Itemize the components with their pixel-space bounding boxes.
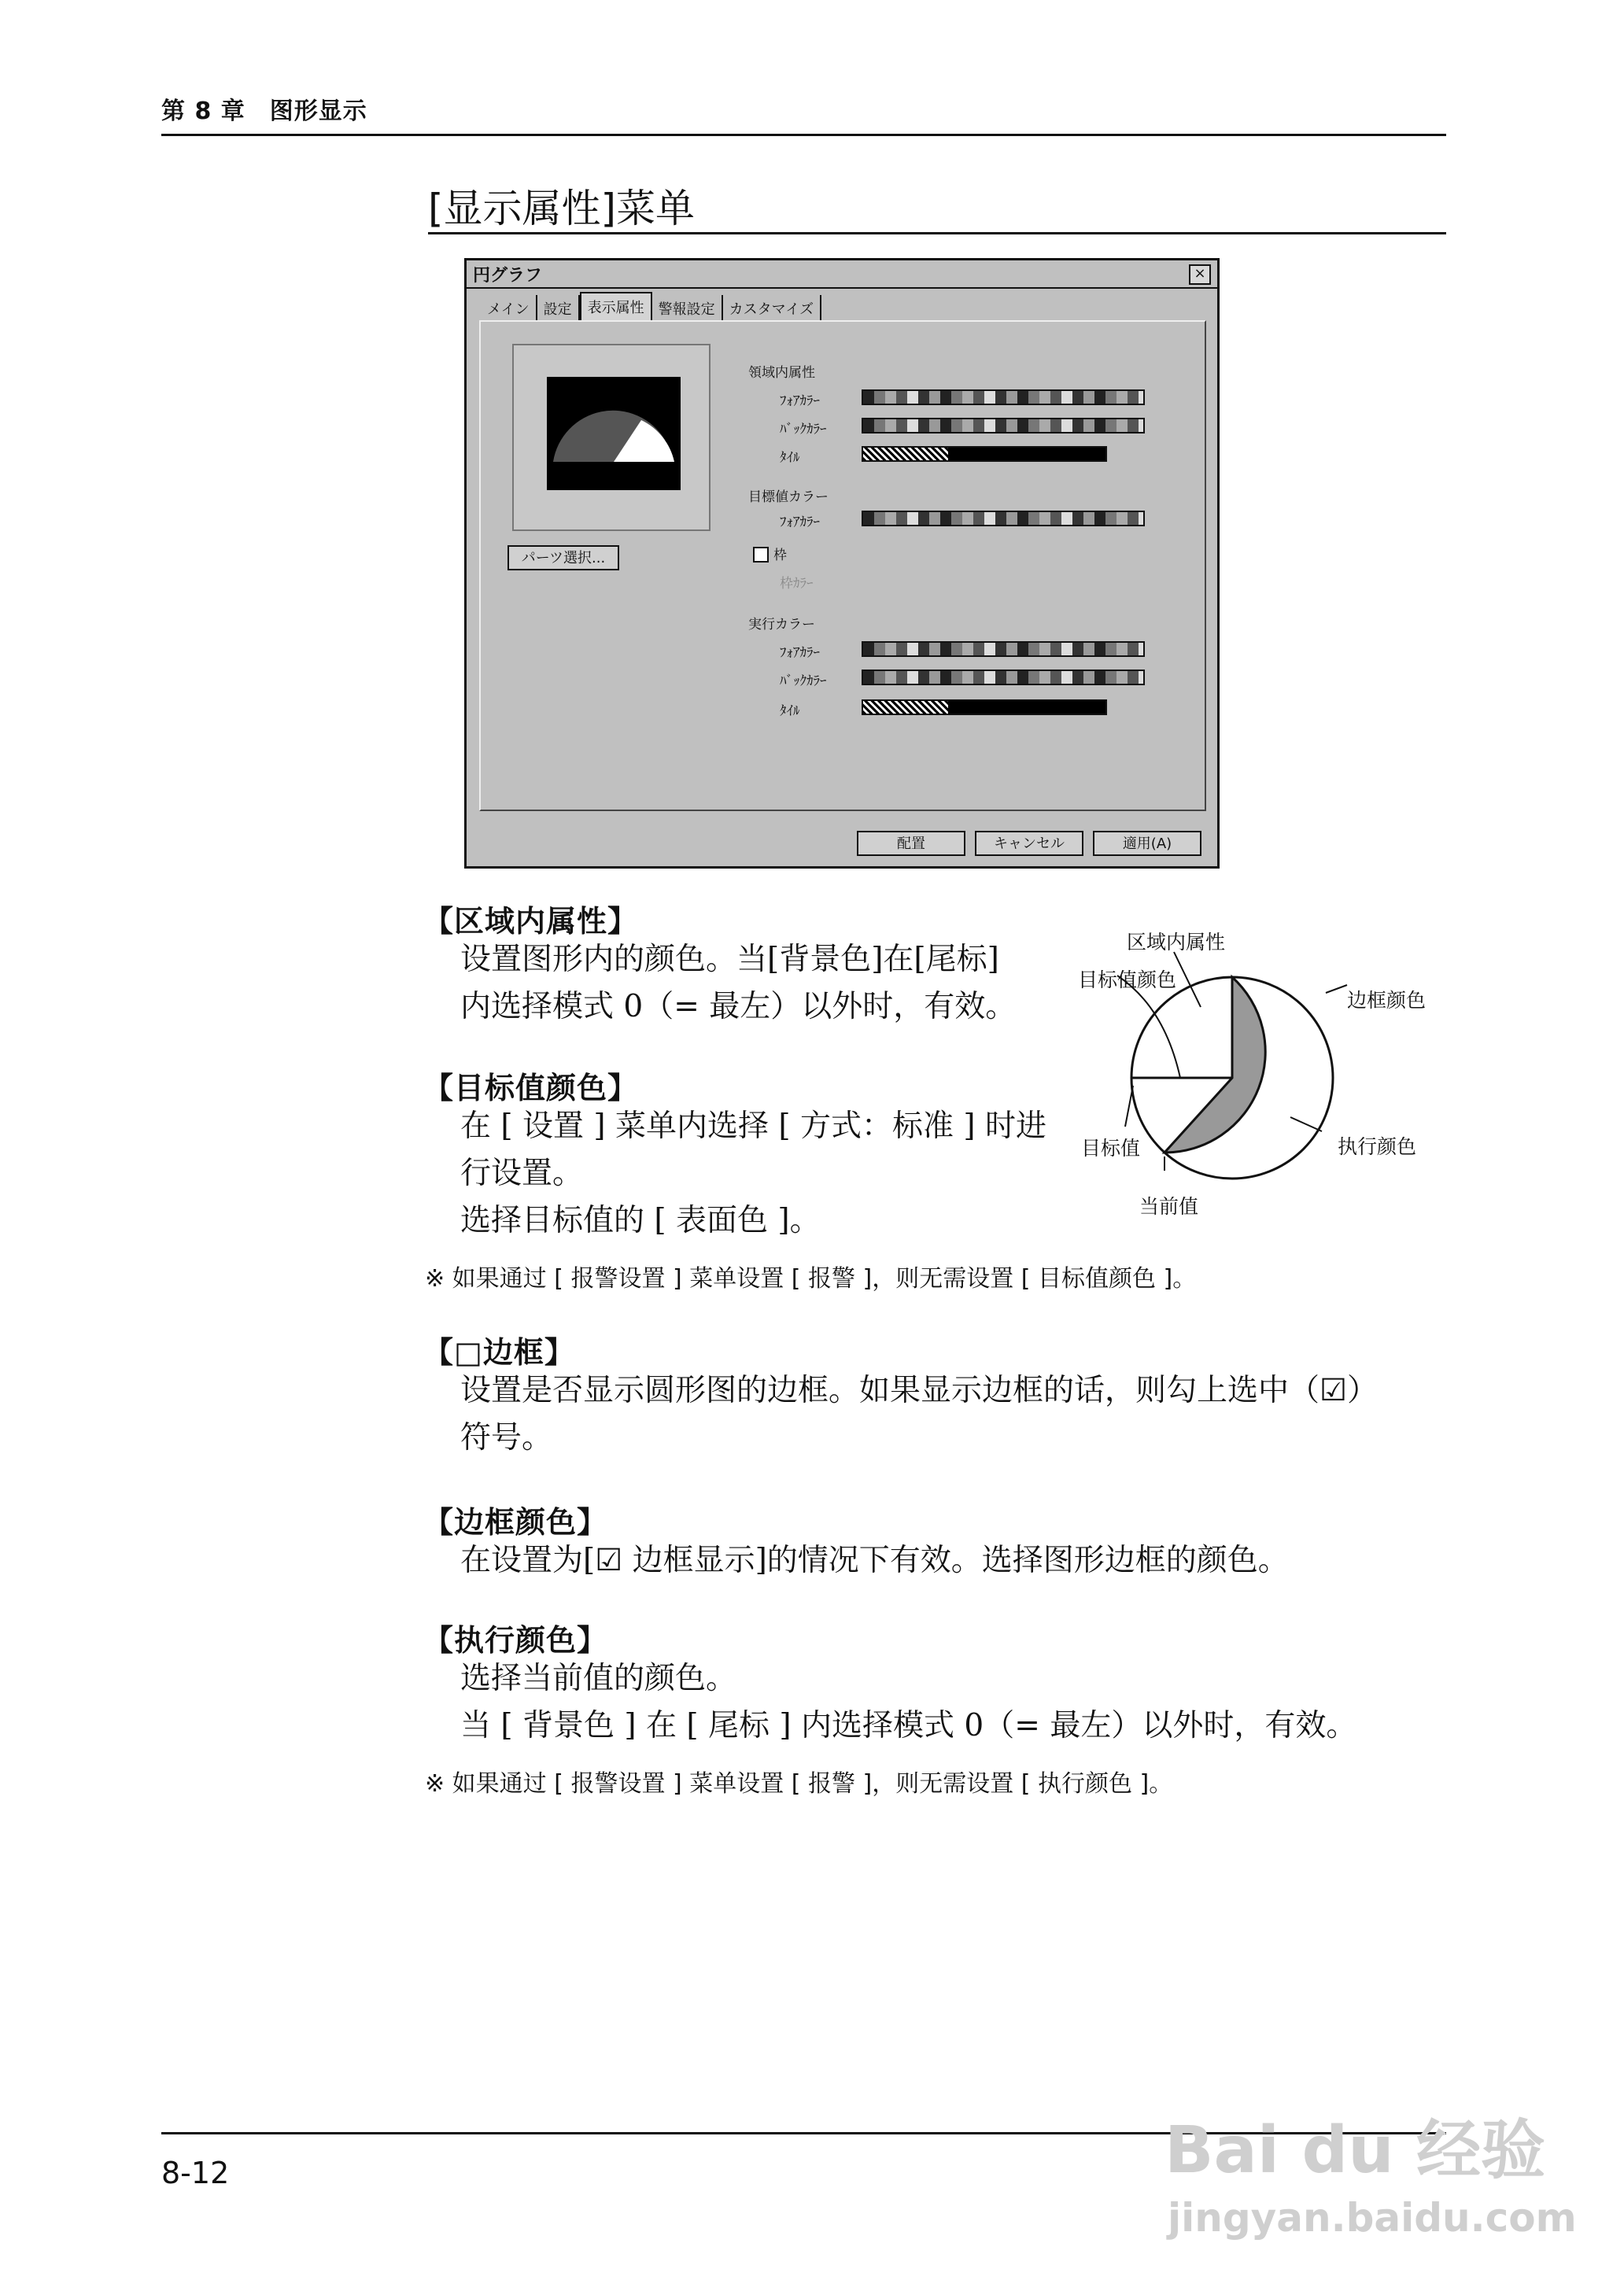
exec-back-color-picker[interactable] [862,670,1145,685]
area-fore-color-picker[interactable] [862,389,1145,405]
cancel-button[interactable]: キャンセル [975,831,1083,856]
pie-graph-dialog [464,258,1220,869]
pie-label-border-color: 边框颜色 [1347,989,1427,1012]
section-text: 选择当前值的颜色。 [460,1661,737,1696]
tab-main[interactable]: メイン [481,295,537,320]
pie-label-area: 区域内属性 [1127,931,1226,954]
leader-border-color [1326,985,1347,993]
section-heading-target: 【目标值颜色】 [423,1071,639,1105]
close-icon[interactable]: × [1189,264,1211,285]
parts-select-button[interactable]: パーツ選択... [507,545,619,570]
section-heading-frame-color: 【边框颜色】 [423,1505,608,1540]
exec-tile-picker[interactable] [862,699,1107,715]
pie-label-target-value: 目标值 [1081,1137,1141,1160]
section-text: 行设置。 [460,1156,584,1191]
exec-tile-label: ﾀｲﾙ [780,703,800,719]
preview-baseline [553,462,674,465]
tab-bar [481,295,821,320]
frame-checkbox-label: 枠 [773,548,787,563]
section-text: 在设置为[☑ 边框显示]的情况下有效。选择图形边框的颜色。 [460,1543,1289,1578]
watermark-url: jingyan.baidu.com [1168,2195,1577,2241]
page-number: 8-12 [161,2156,230,2190]
area-fore-label: ﾌｫｱｶﾗｰ [780,393,820,409]
target-fore-color-picker[interactable] [862,511,1145,526]
section-text: 内选择模式 0（= 最左）以外时，有效。 [460,989,1017,1024]
pie-label-target-color: 目标值颜色 [1078,968,1177,991]
section-heading-frame: 【□边框】 [423,1335,575,1370]
area-tile-picker[interactable] [862,446,1107,462]
chapter-header: 第 8 章 图形显示 [161,98,367,125]
preview-canvas [547,377,681,490]
preview-frame [512,344,710,531]
section-note: ※ 如果通过 [ 报警设置 ] 菜单设置 [ 报警 ]，则无需设置 [ 目标值颜色 ]。 [425,1265,1197,1293]
section-note: ※ 如果通过 [ 报警设置 ] 菜单设置 [ 报警 ]，则无需设置 [ 执行颜色 ]。 [425,1770,1173,1798]
dialog-title: 円グラフ [473,266,543,286]
tab-alarm[interactable]: 警報設定 [652,295,723,320]
group-area-label: 領域内属性 [748,365,815,381]
preview-pie-icon [547,377,681,490]
target-fore-label: ﾌｫｱｶﾗｰ [780,515,820,530]
page-title: [显示属性]菜单 [428,186,696,231]
group-target-label: 目標値カラー [748,489,829,505]
exec-fore-label: ﾌｫｱｶﾗｰ [780,645,820,661]
group-exec-label: 実行カラー [748,617,815,633]
section-text: 选择目标值的 [ 表面色 ]。 [460,1203,821,1238]
pie-label-exec-color: 执行颜色 [1338,1135,1417,1158]
section-heading-exec: 【执行颜色】 [423,1623,608,1658]
section-text: 符号。 [460,1420,553,1455]
section-text: 在 [ 设置 ] 菜单内选择 [ 方式：标准 ] 时进 [460,1109,1047,1144]
area-back-label: ﾊﾞｯｸｶﾗｰ [780,422,827,437]
area-tile-label: ﾀｲﾙ [780,450,800,466]
frame-color-label: 枠ｶﾗｰ [780,576,814,592]
dialog-titlebar [467,260,1217,289]
pie-label-current-value: 当前值 [1139,1195,1199,1218]
header-rule [161,134,1446,136]
section-heading-area: 【区域内属性】 [423,904,639,939]
section-text: 设置是否显示圆形图的边框。如果显示边框的话，则勾上选中（☑） [460,1373,1378,1408]
section-text: 当 [ 背景色 ] 在 [ 尾标 ] 内选择模式 0（= 最左）以外时，有效。 [460,1708,1357,1743]
watermark-brand: Bai du 经验 [1164,2113,1546,2188]
frame-checkbox[interactable] [753,547,769,563]
section-text: 设置图形内的颜色。当[背景色]在[尾标] [460,942,999,977]
tab-panel [479,320,1206,811]
area-back-color-picker[interactable] [862,418,1145,433]
tab-display-attr[interactable]: 表示属性 [580,292,652,320]
title-rule [428,232,1446,234]
apply-button[interactable]: 適用(A) [1093,831,1201,856]
exec-back-label: ﾊﾞｯｸｶﾗｰ [780,673,827,689]
exec-fore-color-picker[interactable] [862,641,1145,657]
leader-target-value [1125,1086,1133,1127]
tab-customize[interactable]: カスタマイズ [723,295,821,320]
tab-settings[interactable]: 設定 [537,295,580,320]
layout-button[interactable]: 配置 [857,831,965,856]
